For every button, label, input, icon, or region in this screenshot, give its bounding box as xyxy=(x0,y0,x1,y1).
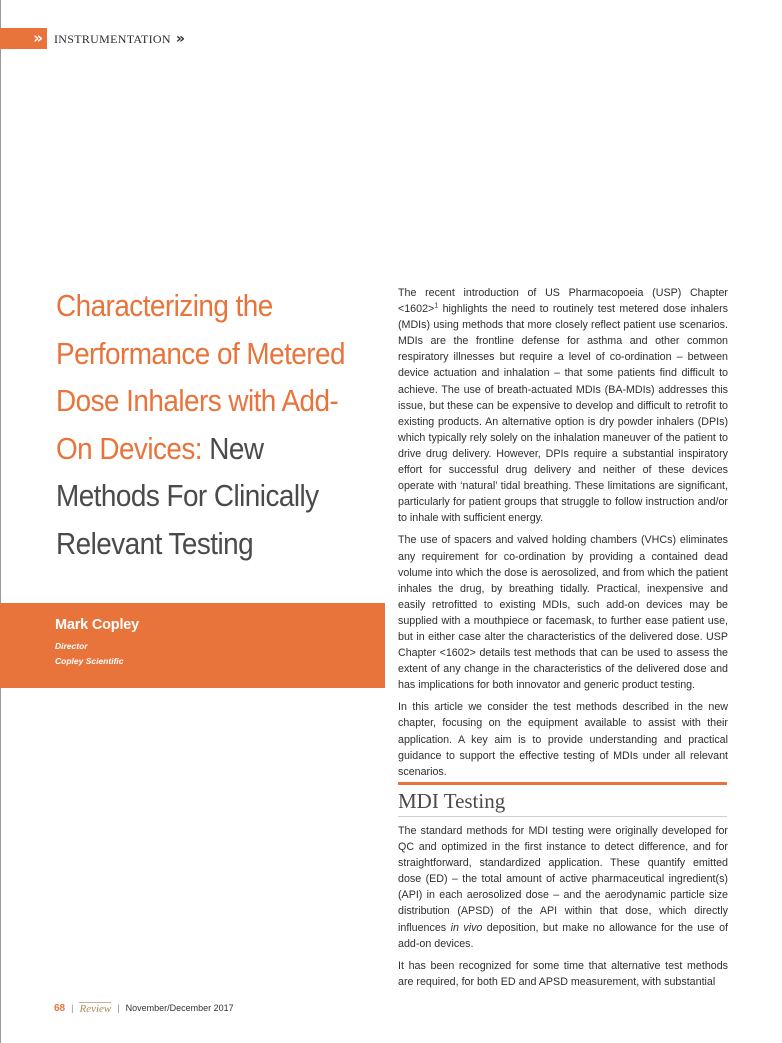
body-text-italic: in vivo xyxy=(450,921,483,934)
footer-separator: | xyxy=(117,1003,120,1013)
title-gray-part: New Methods For Clinically Relevant Testing xyxy=(56,430,319,561)
page-footer xyxy=(54,1002,234,1014)
body-text: deposition, but make no allowance for the use of add-on devices. xyxy=(398,921,728,950)
article-title xyxy=(56,282,353,567)
intro-text: The recent introduction of US Pharmacopoeia (USP) Chapter <1602> xyxy=(398,287,728,316)
mdi-section-column xyxy=(398,823,728,996)
author-organization: Copley Scientific xyxy=(55,656,124,666)
intro-column xyxy=(398,285,728,786)
author-band xyxy=(0,603,385,688)
issue-date: November/December 2017 xyxy=(125,1003,234,1013)
intro-paragraph xyxy=(398,285,728,526)
intro-text: highlights the need to routinely test metered dose inhalers (MDIs) using methods that more closely reflect patient use scenarios. MDIs are the frontline defense for asthma and other common respiratory illnesses but require a level of co-ordination – between device actuation and inhalation – that some patients find difficult to achieve. The use of breath-actuated MDIs (BA-MDIs) addresses this issue, but these can be expensive to develop and difficult to retrofit to existing products. An alternative option is dry powder inhalers (DPIs) which typically rely solely on the inhalation maneuver of the patient to drive drug delivery. However, DPIs require a substantial inspiratory effort for successful drug delivery and neither of these devices operate with ‘natural’ tidal breathing. These limitations are significant, particularly for patient groups that struggle to follow instruction and/or to inhale with sufficient energy. xyxy=(398,303,728,525)
section-name: INSTRUMENTATION xyxy=(54,32,171,46)
intro-paragraph: The use of spacers and valved holding chambers (VHCs) eliminates any requirement for co-ordination by providing a contained dead volume into which the dose is aerosolized, and from which the patient inhales the drug, by breathing tidally. Practical, inexpensive and easily retrofitted to existing MDIs, such add-on devices may be supplied with a mouthpiece or facemask, to further ease patient use, but in either case alter the characteristics of the delivered dose. USP Chapter <1602> details test methods that can be used to assess the extent of any change in the characteristics of the delivered dose and has implications for both innovator and generic product testing. xyxy=(398,534,728,692)
footer-separator: | xyxy=(71,1003,74,1013)
section-heading: MDI Testing xyxy=(398,789,506,813)
body-text: The standard methods for MDI testing were originally developed for QC and optimized in the first instance to detect difference, and for straightforward, standardized application. These quantify emitted dose (ED) – the total amount of active pharmaceutical ingredient(s) (API) in each aerosolized dose – and the aerodynamic particle size distribution (APSD) of the API within that dose, which directly influences xyxy=(398,825,728,934)
footnote-ref: 1 xyxy=(434,302,439,310)
section-label xyxy=(54,30,185,48)
double-chevron-icon: » xyxy=(175,31,186,47)
title-orange-part: Characterizing the Performance of Metered Dose Inhalers with Add-On Devices: xyxy=(56,288,345,466)
publication-logo: Review xyxy=(79,1003,112,1015)
body-paragraph: It has been recognized for some time that alternative test methods are required, for both ED and APSD measurement, with substantial xyxy=(398,959,728,988)
page-left-rule xyxy=(0,0,1,1043)
author-role: Director xyxy=(55,641,88,651)
section-heading-underline xyxy=(398,816,727,817)
author-name: Mark Copley xyxy=(55,617,140,633)
body-paragraph xyxy=(398,823,728,952)
intro-paragraph: In this article we consider the test methods described in the new chapter, focusing on the equipment available to assist with their application. A key aim is to provide understanding and practical guidance to support the effective testing of MDIs under all relevant scenarios. xyxy=(398,701,728,778)
page-number: 68 xyxy=(54,1002,66,1014)
section-tab-chevron-icon: » xyxy=(0,28,47,49)
section-divider xyxy=(398,782,727,785)
